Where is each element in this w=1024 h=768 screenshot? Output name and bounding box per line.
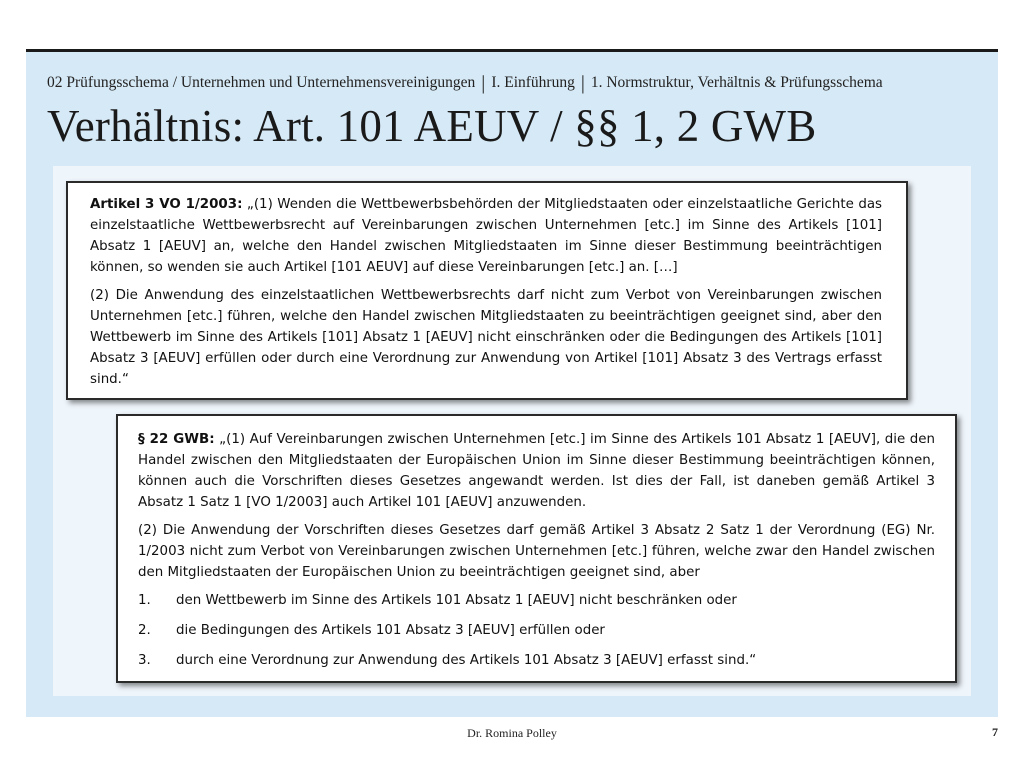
footer-author: Dr. Romina Polley	[467, 726, 557, 740]
breadcrumb-part-1: 02 Prüfungsschema / Unternehmen und Unternehmensvereinigungen	[47, 74, 476, 91]
article-3-paragraph-2: (2) Die Anwendung des einzelstaatlichen Wettbewerbsrechts darf nicht zum Verbot von Vereinbarungen zwischen Unternehmen [etc.] führen, welche den Handel zwischen Mitgliedstaaten zu beeinträchtigen geeignet sind, aber den Wettbewerb im Sinne des Artikels [101] Absatz 1 [AEUV] nicht einschränken oder die Bedingungen des Artikels [101] Absatz 3 [AEUV] erfüllen oder durch eine Verordnung zur Anwendung von Artikel [101] Absatz 3 des Vertrags erfasst sind.“	[90, 288, 882, 387]
gwb-22-paragraph-1	[138, 429, 935, 513]
breadcrumb-part-3: 1. Normstruktur, Verhältnis & Prüfungsschema	[590, 74, 883, 91]
list-item-number: 3.	[138, 653, 151, 668]
list-item-text: die Bedingungen des Artikels 101 Absatz 3 [AEUV] erfüllen oder	[176, 623, 605, 638]
article-3-label: Artikel 3 VO 1/2003:	[90, 197, 243, 212]
list-item	[138, 650, 935, 671]
list-item	[138, 590, 935, 611]
article-3-quote-box	[66, 181, 908, 400]
gwb-22-quote-box	[116, 414, 957, 683]
gwb-22-paragraph-2: (2) Die Anwendung der Vorschriften dieses Gesetzes darf gemäß Artikel 3 Absatz 2 Satz 1 der Verordnung (EG) Nr. 1/2003 nicht zum Verbot von Vereinbarungen zwischen Unternehmen [etc.] führen, welche zwar den Handel zwischen den Mitgliedstaaten der Europäischen Union zu beeinträchtigen geeignet sind, aber	[138, 523, 935, 580]
breadcrumb-part-2: I. Einführung	[491, 74, 575, 91]
gwb-22-list	[138, 590, 935, 671]
gwb-22-label: § 22 GWB:	[138, 432, 215, 447]
list-item-number: 2.	[138, 623, 151, 638]
list-item-text: durch eine Verordnung zur Anwendung des Artikels 101 Absatz 3 [AEUV] erfasst sind.“	[176, 653, 757, 668]
article-3-paragraph-1-text: „(1) Wenden die Wettbewerbsbehörden der Mitgliedstaaten oder einzelstaatliche Gerichte das einzelstaatliche Wettbewerbsrecht auf Vereinbarungen zwischen Unternehmen [etc.] im Sinne des Artikels [101] Absatz 1 [AEUV] an, welche den Handel zwischen Mitgliedstaaten im Sinne dieser Bestimmung beeinträchtigen können, so wenden sie auch Artikel [101 AEUV] auf diese Vereinbarungen [etc.] an. […]	[90, 197, 883, 275]
gwb-22-paragraph-1-text: „(1) Auf Vereinbarungen zwischen Unternehmen [etc.] im Sinne des Artikels 101 Absatz 1 [AEUV], die den Handel zwischen den Mitgliedstaaten der Europäischen Union im Sinne dieser Bestimmung beeinträchtigen können, können auch die Vorschriften dieses Gesetzes angewandt werden. Ist dies der Fall, ist daneben gemäß Artikel 3 Absatz 1 Satz 1 [VO 1/2003] auch Artikel 101 [AEUV] anzuwenden.	[138, 432, 936, 510]
list-item	[138, 620, 935, 641]
breadcrumb-separator: |	[580, 72, 585, 94]
breadcrumb	[47, 72, 987, 95]
list-item-number: 1.	[138, 593, 151, 608]
article-3-paragraph-1	[90, 194, 882, 278]
breadcrumb-separator: |	[481, 72, 486, 94]
page-number: 7	[992, 725, 998, 739]
page-title: Verhältnis: Art. 101 AEUV / §§ 1, 2 GWB	[47, 101, 817, 151]
list-item-text: den Wettbewerb im Sinne des Artikels 101 Absatz 1 [AEUV] nicht beschränken oder	[176, 593, 737, 608]
